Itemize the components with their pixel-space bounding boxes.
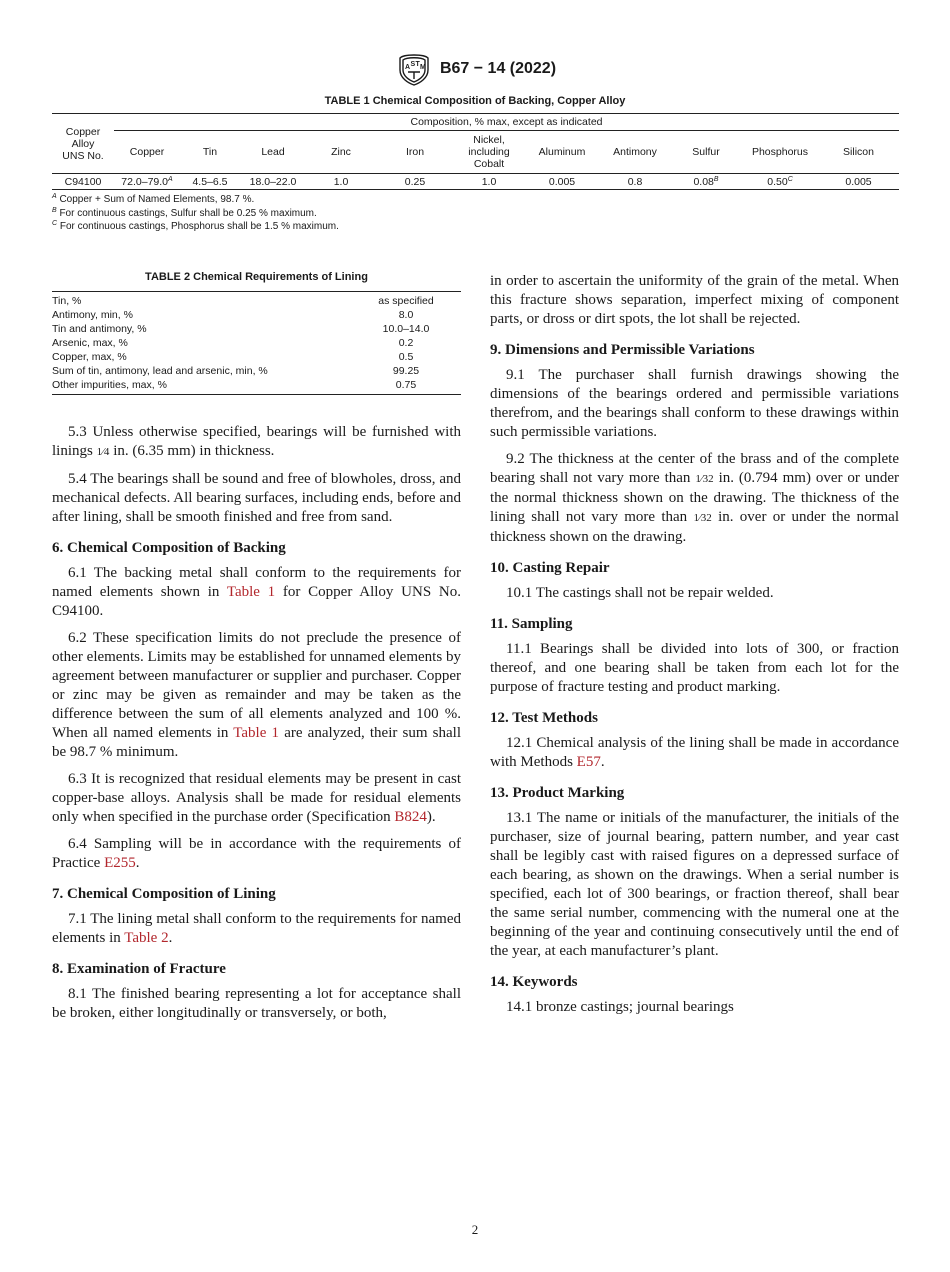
table1-title: TABLE 1 Chemical Composition of Backing, Copper Alloy bbox=[324, 95, 626, 107]
paragraph-10-1: 10.1 The castings shall not be repair welded. bbox=[506, 585, 774, 601]
paragraph-5-3: 5.3 Unless otherwise specified, bearings will be furnished with linings 1⁄4 in. (6.35 mm) in thickness. bbox=[52, 424, 461, 459]
table-row: Other impurities, max, % 0.75 bbox=[52, 379, 417, 391]
section-heading-14: 14. Keywords bbox=[490, 974, 578, 990]
table-cell: 4.5–6.5 bbox=[180, 174, 240, 190]
table1-span-header: Composition, % max, except as indicated bbox=[114, 114, 899, 131]
paragraph-5-4: 5.4 The bearings shall be sound and free of blowholes, dross, and mechanical defects. All bearing surfaces, including ends, before and after lining, shall be smooth finished and free from sand. bbox=[52, 471, 461, 525]
table1-col-header: Tin bbox=[180, 131, 240, 174]
paragraph-9-1: 9.1 The purchaser shall furnish drawings showing the dimensions of the bearings ordered and permissible variations therefrom, and the bearings shall conform to these drawings within such permissible variations. bbox=[490, 367, 899, 440]
svg-text:T: T bbox=[415, 61, 420, 68]
section-heading-11: 11. Sampling bbox=[490, 616, 573, 632]
section-heading-7: 7. Chemical Composition of Lining bbox=[52, 886, 276, 902]
paragraph-14-1: 14.1 bronze castings; journal bearings bbox=[506, 999, 734, 1015]
svg-text:A: A bbox=[404, 64, 411, 71]
section-heading-12: 12. Test Methods bbox=[490, 710, 598, 726]
footnote: $^A$ Copper + Sum of Named Elements, 98.7 %. bbox=[52, 193, 255, 205]
paragraph-8-1-continued: in order to ascertain the uniformity of the grain of the metal. When this fracture shows separation, imperfect mixing of component parts, or dross or dirt spots, the lot shall be rejected. bbox=[490, 273, 899, 327]
table-cell: 18.0–22.0 bbox=[240, 174, 306, 190]
table-row bbox=[52, 174, 899, 190]
table-cell: $0.08^B$ bbox=[670, 174, 742, 190]
paragraph-11-1: 11.1 Bearings shall be divided into lots of 300, or fraction thereof, and one bearing shall be taken from each lot for the purpose of fracture testing and product marking. bbox=[490, 641, 899, 695]
paragraph-6-3: 6.3 It is recognized that residual elements may be present in cast copper-base alloys. Analysis shall be made for residual elements only when specified in the purchase order (Specification B824). bbox=[52, 771, 461, 825]
section-heading-6: 6. Chemical Composition of Backing bbox=[52, 540, 286, 556]
table1-link[interactable]: Table 1 bbox=[226, 584, 276, 600]
paragraph-6-2: 6.2 These specification limits do not preclude the presence of other elements. Limits may be established for unnamed elements by agreement between manufacturer or supplier and purchaser. Copper or zinc may be given as remainder and may be taken as the difference between the sum of all elements analyzed and 100 %. When all named elements in Table 1 are analyzed, their sum shall be 98.7 % minimum. bbox=[52, 630, 461, 760]
table1-col-header: Nickel, including Cobalt bbox=[454, 131, 524, 174]
paragraph-12-1: 12.1 Chemical analysis of the lining shall be made in accordance with Methods E57. bbox=[490, 735, 899, 770]
table1 bbox=[52, 113, 899, 190]
table1-row-header: Copper Alloy UNS No. bbox=[52, 114, 114, 174]
right-column bbox=[490, 272, 899, 1025]
table2-link[interactable]: Table 2 bbox=[124, 930, 169, 946]
b824-link[interactable]: B824 bbox=[394, 809, 427, 825]
table1-col-header: Phosphorus bbox=[742, 131, 818, 174]
paragraph-9-2: 9.2 The thickness at the center of the brass and of the complete bearing shall not vary more than 1⁄32 in. (0.794 mm) over or under the normal thickness shown on the drawing. The thickness of the lining shall not vary more than 1⁄32 in. over or under the normal thickness shown on the drawing. bbox=[490, 451, 900, 545]
svg-text:S: S bbox=[410, 61, 416, 68]
table-row: Arsenic, max, % 0.2 bbox=[52, 337, 414, 349]
footnote: $^B$ For continuous castings, Sulfur shall be 0.25 % maximum. bbox=[52, 206, 317, 219]
table1-link[interactable]: Table 1 bbox=[233, 725, 280, 741]
paragraph-7-1: 7.1 The lining metal shall conform to the requirements for named elements in Table 2. bbox=[52, 911, 461, 946]
page-number: 2 bbox=[471, 1222, 479, 1237]
table-row: Tin, % as specified bbox=[52, 295, 434, 307]
table2 bbox=[52, 291, 461, 395]
table-row: Sum of tin, antimony, lead and arsenic, min, % 99.25 bbox=[52, 365, 420, 377]
e255-link[interactable]: E255 bbox=[104, 855, 136, 871]
section-heading-10: 10. Casting Repair bbox=[490, 560, 610, 576]
paragraph-8-1: 8.1 The finished bearing representing a lot for acceptance shall be broken, either longitudinally or transversely, or both, bbox=[52, 986, 461, 1021]
table-row: Tin and antimony, % 10.0–14.0 bbox=[52, 323, 430, 335]
footnote: $^C$ For continuous castings, Phosphorus shall be 1.5 % maximum. bbox=[52, 220, 339, 232]
table1-col-header: Sulfur bbox=[670, 131, 742, 174]
table-cell: 1.0 bbox=[306, 174, 376, 190]
svg-text:M: M bbox=[419, 64, 426, 71]
table2-title: TABLE 2 Chemical Requirements of Lining bbox=[145, 271, 368, 283]
table1-col-header: Iron bbox=[376, 131, 454, 174]
table-cell: 0.005 bbox=[524, 174, 600, 190]
astm-logo-icon bbox=[394, 52, 434, 86]
section-heading-13: 13. Product Marking bbox=[490, 785, 625, 801]
table1-footnotes bbox=[52, 193, 339, 234]
table1-col-header: Zinc bbox=[306, 131, 376, 174]
table-row: Antimony, min, % 8.0 bbox=[52, 309, 414, 321]
table-cell: C94100 bbox=[52, 174, 114, 190]
table-cell: 0.005 bbox=[818, 174, 899, 190]
table1-col-header: Silicon bbox=[818, 131, 899, 174]
e57-link[interactable]: E57 bbox=[576, 754, 601, 770]
table-cell: 1.0 bbox=[454, 174, 524, 190]
left-column bbox=[52, 423, 461, 1031]
paragraph-6-4: 6.4 Sampling will be in accordance with the requirements of Practice E255. bbox=[52, 836, 461, 871]
table1-col-header: Aluminum bbox=[524, 131, 600, 174]
document-designation: B67 − 14 (2022) bbox=[439, 60, 557, 77]
table-cell: 0.8 bbox=[600, 174, 670, 190]
table-cell: $0.50^C$ bbox=[742, 174, 818, 190]
table1-col-header: Copper bbox=[114, 131, 180, 174]
page-header bbox=[0, 52, 950, 86]
section-heading-8: 8. Examination of Fracture bbox=[52, 961, 226, 977]
paragraph-6-1: 6.1 The backing metal shall conform to the requirements for named elements shown in Table 1 for Copper Alloy UNS No. C94100. bbox=[52, 565, 461, 619]
table-row: Copper, max, % 0.5 bbox=[52, 351, 414, 363]
section-heading-9: 9. Dimensions and Permissible Variations bbox=[490, 342, 755, 358]
table1-col-header: Antimony bbox=[600, 131, 670, 174]
paragraph-13-1: 13.1 The name or initials of the manufacturer, the initials of the purchaser, size of journal bearing, pattern number, and year cast shall be legibly cast with raised figures on a depressed surface of each bearing, as shown on the drawings. When a serial number is specified, each lot of 300 bearings, or fraction thereof, shall bear the same serial number, commencing with the numeral one at the beginning of the year and continuing consecutively until the end of the year, at each manufacturer’s plant. bbox=[490, 810, 899, 959]
table1-col-header: Lead bbox=[240, 131, 306, 174]
table-cell: $72.0-79.0^A$ bbox=[114, 174, 180, 190]
table-cell: 0.25 bbox=[376, 174, 454, 190]
